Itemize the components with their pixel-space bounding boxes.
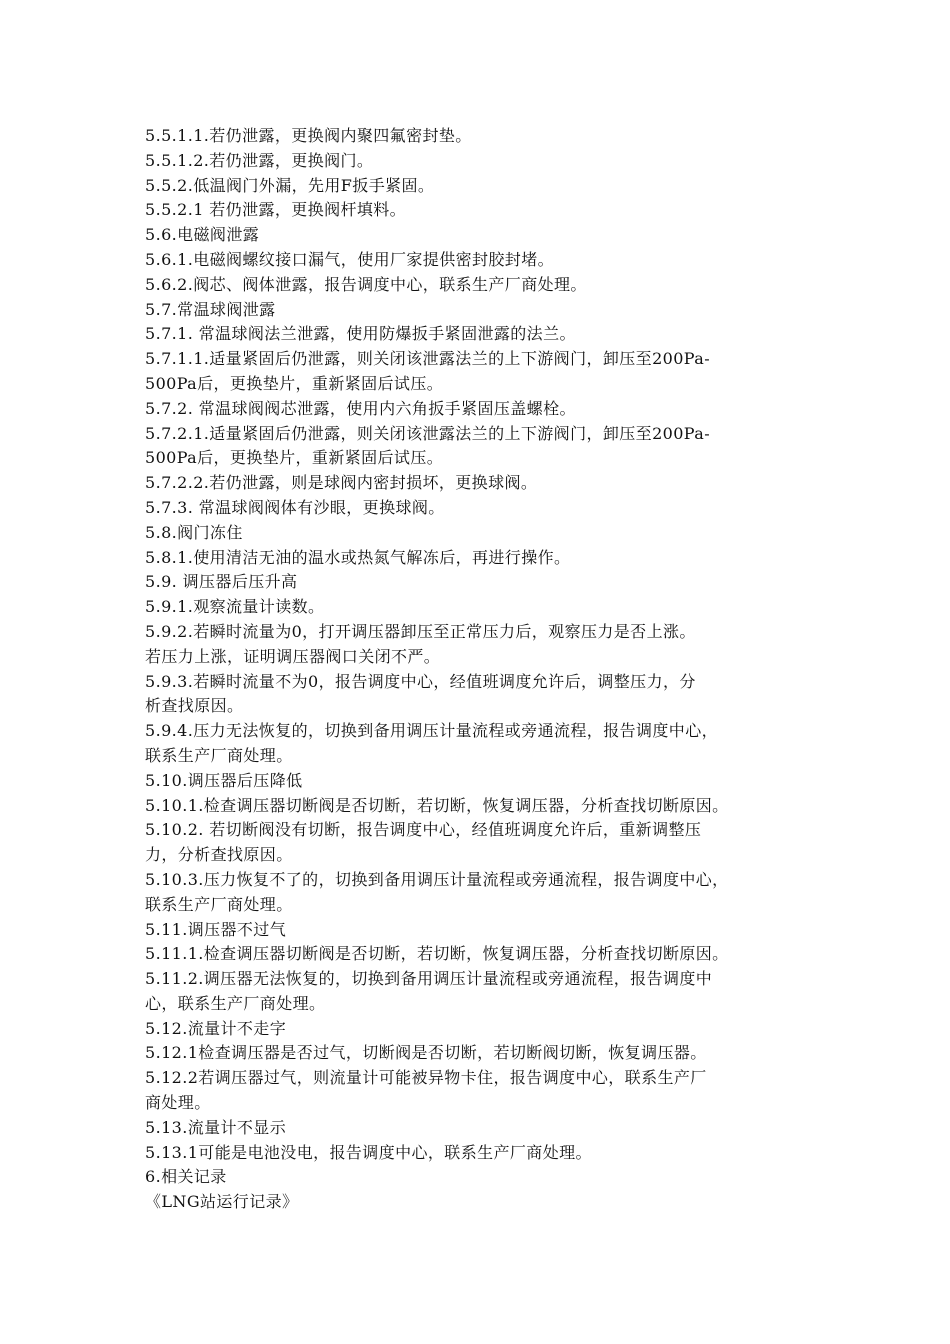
text-line: 5.7.2.1.适量紧固后仍泄露，则关闭该泄露法兰的上下游阀门，卸压至200Pa- [145, 423, 710, 443]
section-heading: 5.7.常温球阀泄露 [145, 299, 276, 319]
text-line: 5.11.1.检查调压器切断阀是否切断，若切断，恢复调压器，分析查找切断原因。 [145, 944, 729, 964]
text-line: 联系生产厂商处理。 [145, 894, 293, 914]
text-line: 5.12.1检查调压器是否过气，切断阀是否切断，若切断阀切断，恢复调压器。 [145, 1043, 707, 1063]
text-line: 5.10.1.检查调压器切断阀是否切断，若切断，恢复调压器，分析查找切断原因。 [145, 795, 729, 815]
text-line: 联系生产厂商处理。 [145, 745, 293, 765]
text-line: 500Pa后，更换垫片，重新紧固后试压。 [145, 373, 444, 393]
text-line: 5.7.2. 常温球阀阀芯泄露，使用内六角扳手紧固压盖螺栓。 [145, 398, 576, 418]
record-title: 《LNG站运行记录》 [145, 1192, 299, 1212]
text-line: 5.5.2.1 若仍泄露，更换阀杆填料。 [145, 200, 407, 220]
section-heading: 5.12.流量计不走字 [145, 1018, 287, 1038]
section-heading: 5.9. 调压器后压升高 [145, 572, 298, 592]
text-line: 力，分析查找原因。 [145, 845, 293, 865]
text-line: 500Pa后，更换垫片，重新紧固后试压。 [145, 448, 444, 468]
text-line: 5.11.2.调压器无法恢复的，切换到备用调压计量流程或旁通流程，报告调度中 [145, 969, 713, 989]
text-line: 5.5.1.1.若仍泄露，更换阀内聚四氟密封垫。 [145, 126, 472, 145]
text-line: 5.6.1.电磁阀螺纹接口漏气，使用厂家提供密封胶封堵。 [145, 249, 554, 269]
section-heading: 5.8.阀门冻住 [145, 522, 243, 542]
text-line: 5.7.3. 常温球阀阀体有沙眼，更换球阀。 [145, 497, 445, 517]
text-line: 5.8.1.使用清洁无油的温水或热氮气解冻后，再进行操作。 [145, 547, 571, 567]
section-heading: 5.6.电磁阀泄露 [145, 225, 260, 245]
text-line: 5.5.1.2.若仍泄露，更换阀门。 [145, 150, 374, 170]
text-line: 5.13.1可能是电池没电，报告调度中心，联系生产厂商处理。 [145, 1142, 592, 1162]
text-line: 商处理。 [145, 1093, 211, 1113]
text-line: 5.10.3.压力恢复不了的，切换到备用调压计量流程或旁通流程，报告调度中心， [145, 869, 729, 889]
text-line: 5.9.3.若瞬时流量不为0，报告调度中心，经值班调度允许后，调整压力，分 [145, 671, 696, 691]
text-line: 5.9.4.压力无法恢复的，切换到备用调压计量流程或旁通流程，报告调度中心， [145, 721, 718, 741]
text-line: 析查找原因。 [145, 696, 244, 716]
text-line: 5.6.2.阀芯、阀体泄露，报告调度中心，联系生产厂商处理。 [145, 274, 587, 294]
section-heading: 5.13.流量计不显示 [145, 1117, 287, 1137]
section-heading: 5.11.调压器不过气 [145, 919, 287, 939]
text-line: 5.9.1.观察流量计读数。 [145, 597, 325, 617]
text-line: 5.5.2.低温阀门外漏，先用F扳手紧固。 [145, 175, 435, 195]
text-line: 5.12.2若调压器过气，则流量计可能被异物卡住，报告调度中心，联系生产厂 [145, 1068, 707, 1088]
text-line: 5.7.2.2.若仍泄露，则是球阀内密封损坏，更换球阀。 [145, 473, 538, 493]
text-line: 5.9.2.若瞬时流量为0，打开调压器卸压至正常压力后，观察压力是否上涨。 [145, 621, 696, 641]
text-line: 5.10.2. 若切断阀没有切断，报告调度中心，经值班调度允许后，重新调整压 [145, 820, 702, 840]
document-body [145, 124, 825, 1215]
text-line: 心，联系生产厂商处理。 [145, 993, 326, 1013]
text-line: 5.7.1.1.适量紧固后仍泄露，则关闭该泄露法兰的上下游阀门，卸压至200Pa- [145, 349, 710, 369]
text-line: 若压力上涨，证明调压器阀口关闭不严。 [145, 646, 441, 666]
section-heading: 5.10.调压器后压降低 [145, 770, 303, 790]
text-line: 5.7.1. 常温球阀法兰泄露，使用防爆扳手紧固泄露的法兰。 [145, 324, 576, 344]
section-heading: 6.相关记录 [145, 1167, 227, 1187]
